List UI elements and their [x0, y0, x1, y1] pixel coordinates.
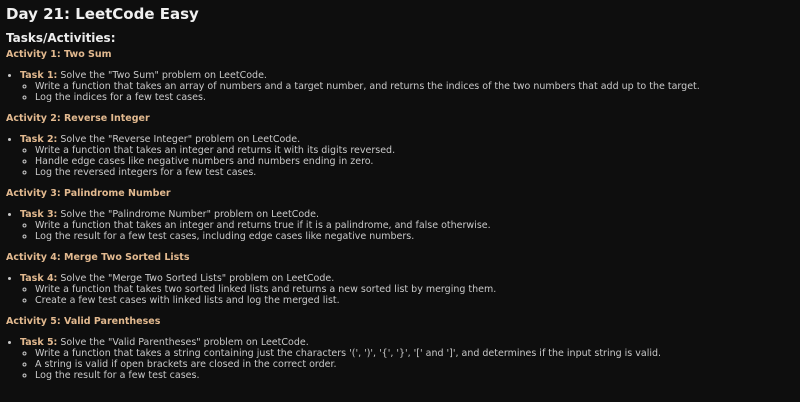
- subtask-item: ◦ Write a function that takes an integer and returns it with its digits reversed.: [35, 145, 794, 156]
- task-text: Solve the "Reverse Integer" problem on LeetCode.: [60, 134, 301, 145]
- task-item: [20, 337, 794, 381]
- task-text: Solve the "Merge Two Sorted Lists" problem on LeetCode.: [60, 273, 335, 284]
- subtask-item: ◦ Write a function that takes an integer and returns true if it is a palindrome, and false otherwise.: [35, 220, 794, 231]
- task-label: Task 4:: [20, 273, 58, 284]
- task-label: Task 3:: [20, 209, 58, 220]
- task-text: Solve the "Valid Parentheses" problem on LeetCode.: [60, 337, 309, 348]
- subtask-list: [20, 220, 794, 242]
- task-label: Task 5:: [20, 337, 58, 348]
- subtask-item: ◦ A string is valid if open brackets are closed in the correct order.: [35, 359, 794, 370]
- task-list: [6, 209, 794, 242]
- task-item: [20, 134, 794, 178]
- task-list: [6, 337, 794, 381]
- activity-heading: Activity 2: Reverse Integer: [6, 113, 150, 124]
- task-list: [6, 70, 794, 103]
- subtask-item: ◦ Write a function that takes two sorted linked lists and returns a new sorted list by merging them.: [35, 284, 794, 295]
- subtask-item: ◦ Log the reversed integers for a few test cases.: [35, 167, 794, 178]
- subtask-item: ◦ Log the result for a few test cases.: [35, 370, 794, 381]
- task-item: [20, 209, 794, 242]
- page-title: Day 21: LeetCode Easy: [6, 5, 199, 23]
- task-item: [20, 70, 794, 103]
- activity-heading: Activity 1: Two Sum: [6, 49, 112, 60]
- section-heading: Tasks/Activities:: [6, 31, 116, 45]
- subtask-list: [20, 284, 794, 306]
- task-text: Solve the "Palindrome Number" problem on LeetCode.: [60, 209, 320, 220]
- subtask-item: ◦ Handle edge cases like negative numbers and numbers ending in zero.: [35, 156, 794, 167]
- activity-heading: Activity 3: Palindrome Number: [6, 188, 171, 199]
- subtask-list: [20, 81, 794, 103]
- subtask-item: ◦ Log the indices for a few test cases.: [35, 92, 794, 103]
- task-list: [6, 273, 794, 306]
- subtask-item: ◦ Log the result for a few test cases, including edge cases like negative numbers.: [35, 231, 794, 242]
- task-text: Solve the "Two Sum" problem on LeetCode.: [60, 70, 267, 81]
- subtask-list: [20, 145, 794, 178]
- subtask-item: ◦ Create a few test cases with linked lists and log the merged list.: [35, 295, 794, 306]
- task-list: [6, 134, 794, 178]
- activity-heading: Activity 4: Merge Two Sorted Lists: [6, 252, 190, 263]
- task-item: [20, 273, 794, 306]
- subtask-item: ◦ Write a function that takes an array of numbers and a target number, and returns the indices of the two numbers that add up to the target.: [35, 81, 794, 92]
- task-label: Task 1:: [20, 70, 58, 81]
- subtask-item: ◦ Write a function that takes a string containing just the characters '(', ')', '{', '}', '[' and ']', and determines if the input string is valid.: [35, 348, 794, 359]
- subtask-list: [20, 348, 794, 381]
- activity-heading: Activity 5: Valid Parentheses: [6, 316, 161, 327]
- task-label: Task 2:: [20, 134, 58, 145]
